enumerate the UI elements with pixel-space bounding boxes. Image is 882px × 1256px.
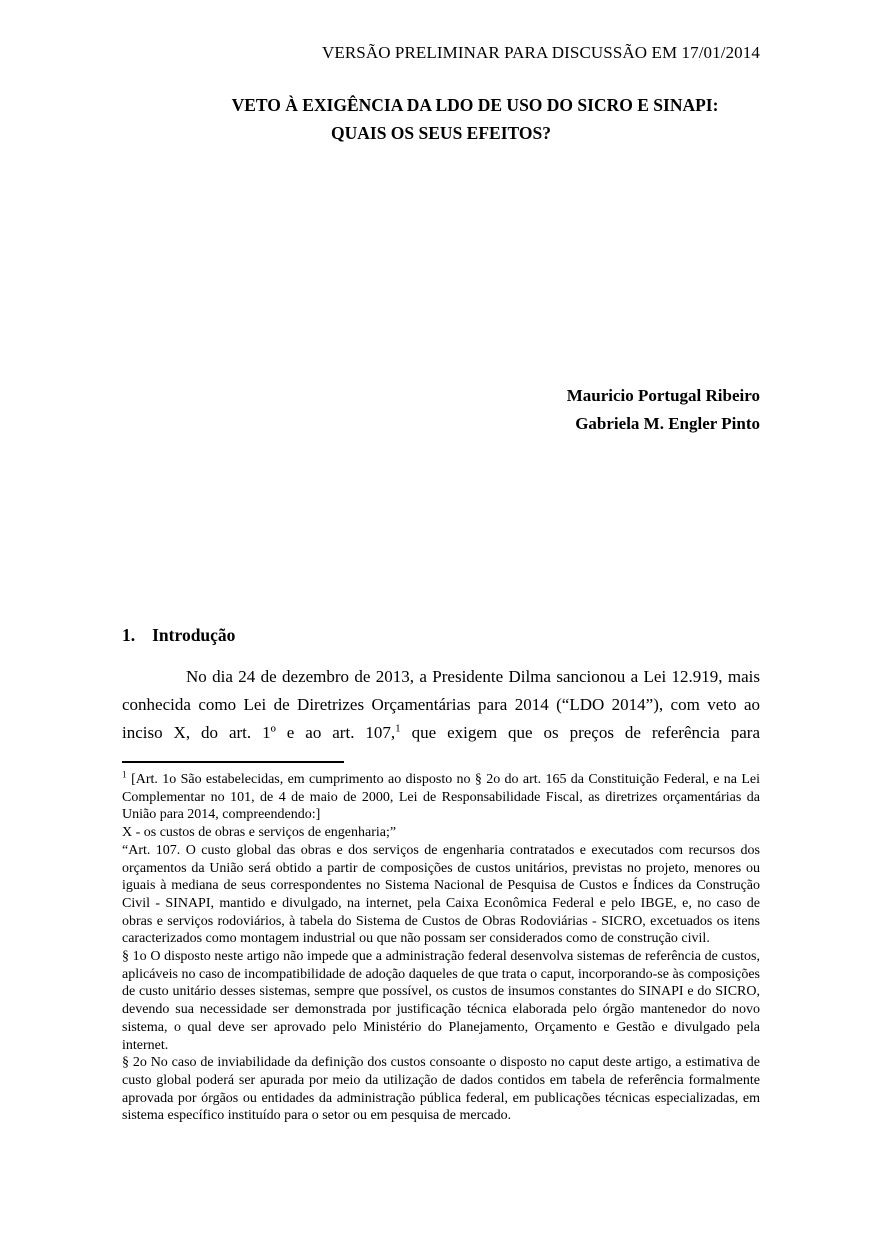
footnote-paragraph-3: “Art. 107. O custo global das obras e dos serviços de engenharia contratados e executados com recursos dos orçamentos da União será obtido a partir de composições de custos unitários, previstas no projeto, menores ou iguais à mediana de seus correspondentes no Sistema Nacional de Pesquisa de Custos e Índices da Construção Civil - SINAPI, mantido e divulgado, na internet, pela Caixa Econômica Federal e pelo IBGE, e, no caso de obras e serviços rodoviários, à tabela do Sistema de Custos de Obras Rodoviárias - SICRO, excetuados os itens caracterizados como montagem industrial ou que não possam ser considerados como de construção civil. <box>122 842 760 947</box>
intro-text-after-ref: que exigem que os preços de referência para <box>400 723 761 742</box>
footnote-reference: 1 <box>395 722 401 735</box>
title-line-2: QUAIS OS SEUS EFEITOS? <box>331 123 551 143</box>
section-title: Introdução <box>152 625 236 645</box>
document-title <box>122 91 760 147</box>
author-block <box>122 382 760 437</box>
author-name-2: Gabriela M. Engler Pinto <box>575 413 760 433</box>
footnote-block <box>122 771 760 1125</box>
intro-text-before-ref: No dia 24 de dezembro de 2013, a Presidente Dilma sancionou a Lei 12.919, mais conhecida como Lei de Diretrizes Orçamentárias para 2014 (“LDO 2014”), com veto ao inciso X, do art. 1º e ao art. 107, <box>122 667 760 742</box>
section-number: 1. <box>122 625 136 645</box>
footnote-marker: 1 <box>122 770 127 781</box>
footnote-text-1: [Art. 1o São estabelecidas, em cumprimento ao disposto no § 2o do art. 165 da Constituição Federal, e na Lei Complementar no 101, de 4 de maio de 2000, Lei de Responsabilidade Fiscal, as diretrizes orçamentárias da União para 2014, compreendendo:] <box>122 772 760 823</box>
footnote-paragraph-4: § 1o O disposto neste artigo não impede que a administração federal desenvolva sistemas de referência de custos, aplicáveis no caso de incompatibilidade de adoção daqueles de que trata o caput, incorporando-se às composições de custo unitário desses sistemas, sempre que possível, os custos de insumos constantes do SINAPI e do SICRO, devendo sua necessidade ser demonstrada por justificação técnica elaborada pelo órgão mantenedor do novo sistema, o qual deve ser aprovado pelo Ministério do Planejamento, Orçamento e Gestão e divulgado pela internet. <box>122 949 760 1053</box>
intro-paragraph <box>122 663 760 747</box>
footnote-paragraph-5: § 2o No caso de inviabilidade da definição dos custos consoante o disposto no caput deste artigo, a estimativa de custo global poderá ser apurada por meio da utilização de dados contidos em tabela de referência formalmente aprovada por órgãos ou entidades da administração pública federal, em publicações técnicas especializadas, em sistema específico instituído para o setor ou em pesquisa de mercado. <box>122 1055 760 1124</box>
footnote-separator-rule <box>122 761 344 763</box>
author-name-1: Mauricio Portugal Ribeiro <box>566 386 760 405</box>
header-notice: VERSÃO PRELIMINAR PARA DISCUSSÃO EM 17/01/2014 <box>321 43 760 62</box>
title-line-1: VETO À EXIGÊNCIA DA LDO DE USO DO SICRO E SINAPI: <box>231 95 719 115</box>
footnote-paragraph-1 <box>122 771 760 824</box>
section-heading <box>122 624 760 646</box>
footnote-paragraph-2: X - os custos de obras e serviços de engenharia;” <box>122 825 397 841</box>
